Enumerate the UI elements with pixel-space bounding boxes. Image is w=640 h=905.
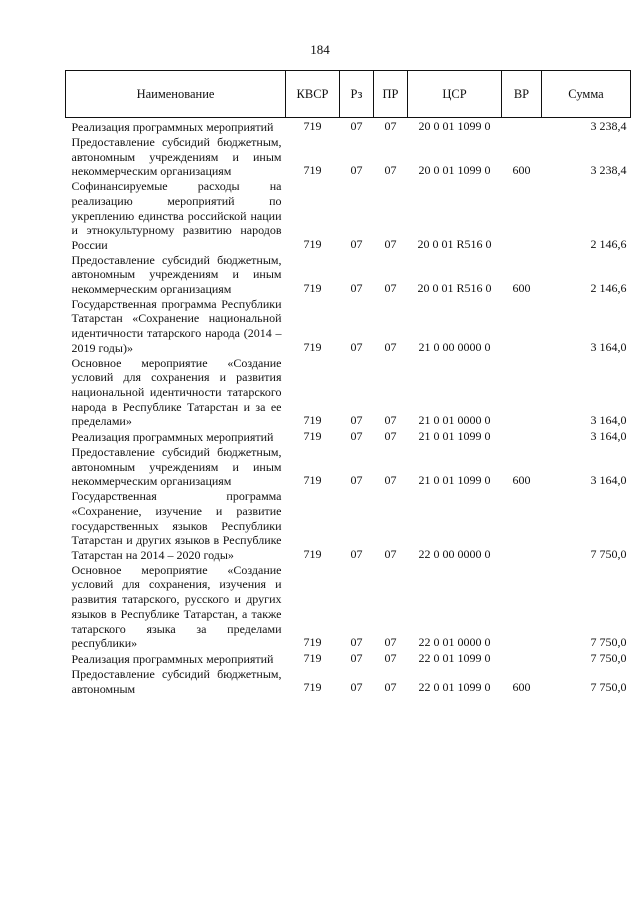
row-pr: 07: [384, 634, 397, 649]
budget-table: [65, 70, 631, 696]
header-sum: Сумма: [542, 71, 631, 118]
row-vr: [502, 489, 542, 563]
row-pr: 07: [384, 680, 397, 695]
row-pr: 07: [384, 413, 397, 428]
row-kvsr: 719: [303, 163, 322, 178]
row-pr: 07: [384, 339, 397, 354]
row-vr: [502, 356, 542, 430]
row-rz: 07: [350, 119, 363, 133]
row-name: Основное мероприятие «Создание условий для сохранения, изучения и развития татарского, русского и других языков в Республике Татарстан, а также татарского языка за пределами республики»: [71, 562, 282, 651]
row-pr: 07: [384, 280, 397, 295]
row-rz: 07: [350, 429, 363, 444]
row-vr: 600: [512, 280, 531, 295]
row-csr: 22 0 01 1099 0: [418, 680, 491, 695]
row-pr: 07: [384, 163, 397, 178]
row-vr: [502, 179, 542, 253]
row-sum: 7 750,0: [590, 650, 627, 665]
row-kvsr: 719: [303, 650, 322, 665]
row-sum: 3 238,4: [590, 163, 627, 178]
table-row: [66, 651, 631, 667]
row-sum: 3 164,0: [590, 473, 627, 488]
row-csr: 22 0 01 1099 0: [418, 650, 491, 665]
row-kvsr: 719: [303, 634, 322, 649]
table-row: [66, 429, 631, 445]
row-kvsr: 719: [303, 473, 322, 488]
row-sum: 3 164,0: [590, 413, 627, 428]
row-sum: 3 164,0: [590, 339, 627, 354]
row-csr: 21 0 01 1099 0: [418, 473, 491, 488]
row-vr: 600: [512, 473, 531, 488]
row-csr: 21 0 01 1099 0: [418, 429, 491, 444]
row-kvsr: 719: [303, 429, 322, 444]
row-vr: [502, 429, 542, 445]
row-sum: 2 146,6: [590, 236, 627, 251]
table-header-row: [66, 71, 631, 118]
header-vr: ВР: [502, 71, 542, 118]
row-vr: [502, 297, 542, 356]
row-name: Государственная программа Республики Татарстан «Сохранение национальной идентичности татарского народа (2014 – 2019 годы)»: [71, 296, 282, 355]
row-vr: 600: [512, 163, 531, 178]
row-rz: 07: [350, 163, 363, 178]
row-csr: 20 0 01 1099 0: [418, 163, 491, 178]
header-rz: Рз: [340, 71, 374, 118]
row-name: Предоставление субсидий бюджетным, автономным учреждениям и иным некоммерческим организациям: [71, 445, 282, 489]
row-pr: 07: [384, 650, 397, 665]
row-pr: 07: [384, 236, 397, 251]
table-row: [66, 563, 631, 651]
row-vr: 600: [512, 680, 531, 695]
row-name: Реализация программных мероприятий: [71, 652, 274, 667]
row-rz: 07: [350, 236, 363, 251]
row-kvsr: 719: [303, 680, 322, 695]
table-row: [66, 135, 631, 179]
row-kvsr: 719: [303, 280, 322, 295]
row-sum: 3 164,0: [590, 429, 627, 444]
row-rz: 07: [350, 546, 363, 561]
row-rz: 07: [350, 413, 363, 428]
row-pr: 07: [384, 473, 397, 488]
page-number: 184: [310, 42, 330, 57]
table-row: [66, 253, 631, 297]
row-name: Основное мероприятие «Создание условий для сохранения и развития национальной идентичности татарского народа в Республике Татарстан и за ее пределами»: [71, 355, 282, 429]
row-kvsr: 719: [303, 546, 322, 561]
row-csr: 22 0 00 0000 0: [418, 546, 491, 561]
header-csr: ЦСР: [408, 71, 502, 118]
row-vr: [502, 563, 542, 651]
row-vr: [502, 118, 542, 136]
header-pr: ПР: [374, 71, 408, 118]
row-sum: 7 750,0: [590, 680, 627, 695]
row-csr: 20 0 01 R516 0: [417, 236, 492, 251]
row-rz: 07: [350, 473, 363, 488]
header-kvsr: КВСР: [286, 71, 340, 118]
row-csr: 21 0 00 0000 0: [418, 339, 491, 354]
header-name: Наименование: [66, 71, 286, 118]
row-sum: 7 750,0: [590, 546, 627, 561]
row-sum: 3 238,4: [590, 119, 627, 133]
row-name: Предоставление субсидий бюджетным, автономным учреждениям и иным некоммерческим организациям: [71, 252, 282, 297]
row-csr: 20 0 01 1099 0: [418, 119, 491, 133]
table-row: [66, 445, 631, 489]
table-row: [66, 297, 631, 356]
row-rz: 07: [350, 650, 363, 665]
row-pr: 07: [384, 546, 397, 561]
table-row: [66, 118, 631, 136]
row-name: Предоставление субсидий бюджетным, автономным учреждениям и иным некоммерческим организациям: [71, 135, 282, 179]
row-rz: 07: [350, 339, 363, 354]
row-sum: 2 146,6: [590, 280, 627, 295]
table-row: [66, 179, 631, 253]
row-name: Реализация программных мероприятий: [71, 120, 274, 135]
row-name: Софинансируемые расходы на реализацию мероприятий по укреплению единства российской нации и этнокультурному развитию народов России: [71, 179, 282, 252]
row-sum: 7 750,0: [590, 634, 627, 649]
row-vr: [502, 651, 542, 667]
row-csr: 22 0 01 0000 0: [418, 634, 491, 649]
table-row: [66, 356, 631, 430]
row-kvsr: 719: [303, 413, 322, 428]
row-name: Предоставление субсидий бюджетным, автономным: [71, 666, 282, 696]
row-csr: 20 0 01 R516 0: [417, 280, 492, 295]
table-row: [66, 489, 631, 563]
row-csr: 21 0 01 0000 0: [418, 413, 491, 428]
row-pr: 07: [384, 429, 397, 444]
table-row: [66, 667, 631, 696]
row-kvsr: 719: [303, 119, 322, 133]
row-kvsr: 719: [303, 236, 322, 251]
row-rz: 07: [350, 634, 363, 649]
row-rz: 07: [350, 680, 363, 695]
row-rz: 07: [350, 280, 363, 295]
row-pr: 07: [384, 119, 397, 133]
row-name: Реализация программных мероприятий: [71, 430, 274, 445]
row-kvsr: 719: [303, 339, 322, 354]
row-name: Государственная программа «Сохранение, изучение и развитие государственных языков Республики Татарстан и других языков в Республике Татарстан на 2014 – 2020 годы»: [71, 489, 282, 562]
